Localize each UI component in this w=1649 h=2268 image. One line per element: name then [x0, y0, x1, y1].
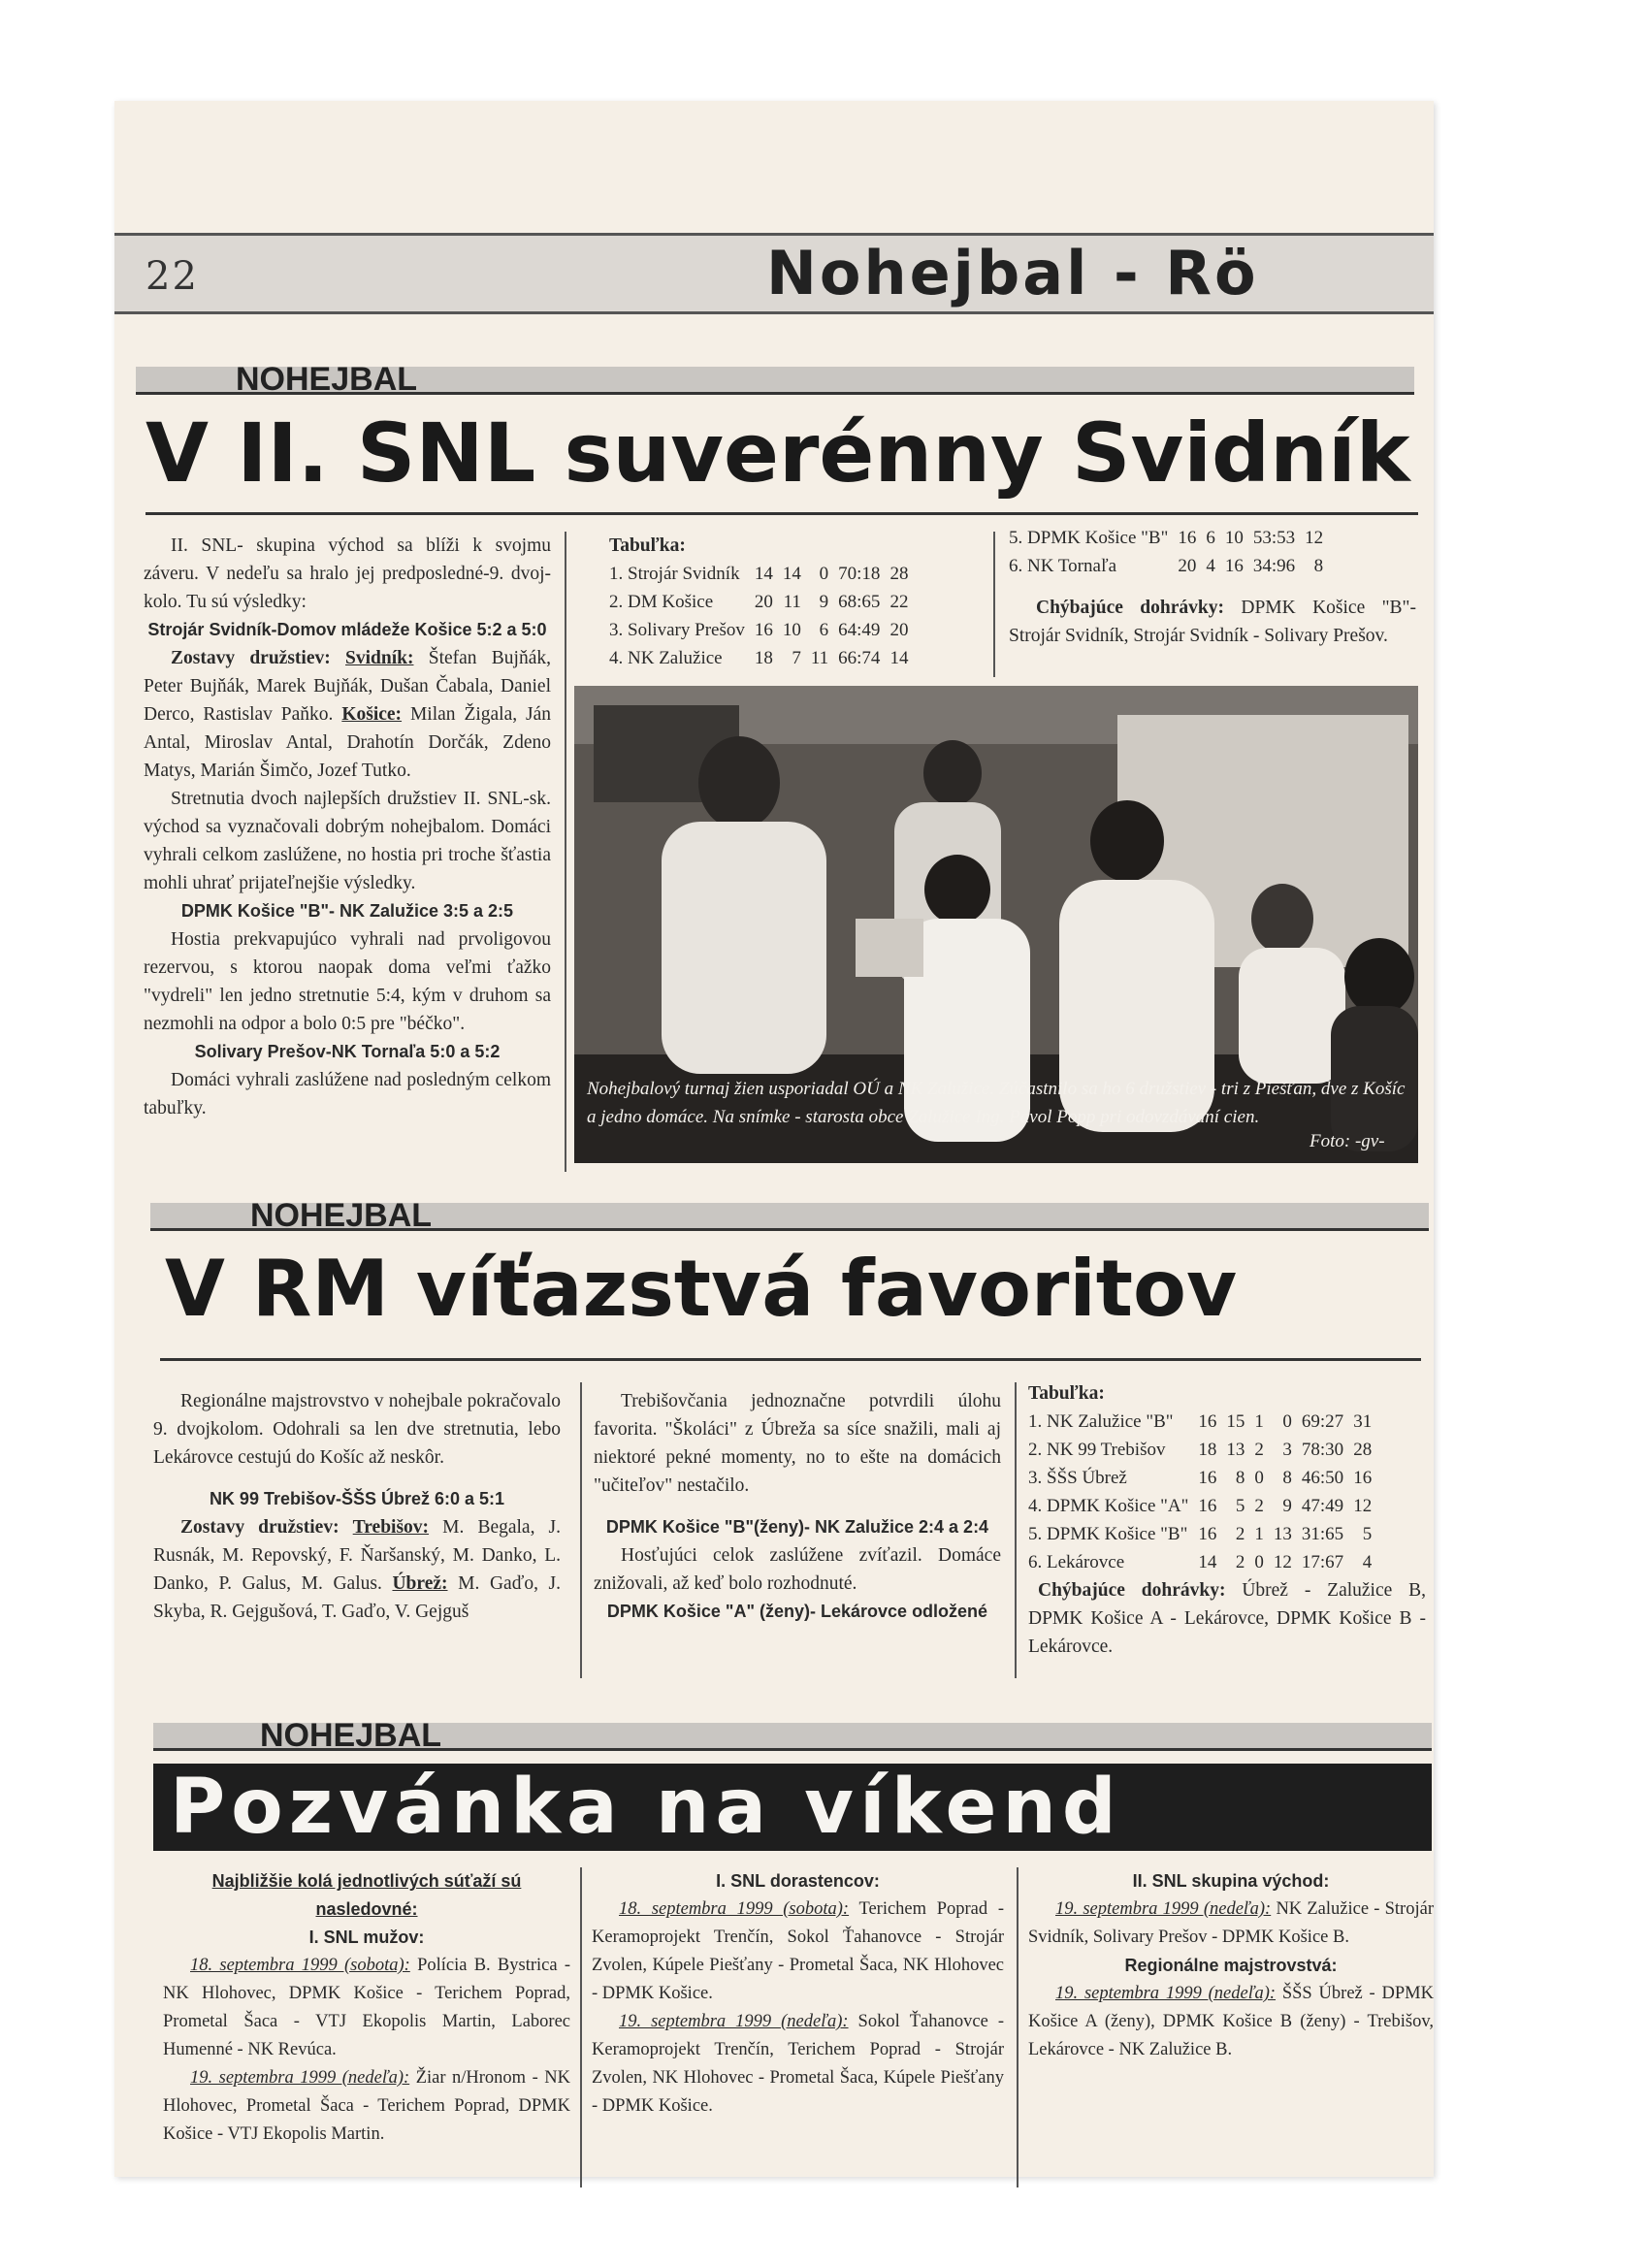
table-cell: 1 — [1254, 1524, 1264, 1544]
lineups — [153, 1513, 561, 1626]
team-players: Štefan Bujňák, Peter Bujňák, Marek Bujňák, Dušan Čabala, Daniel Derco, Rastislav Paňko. — [144, 648, 551, 725]
schedule-text: ŠŠS Úbrež - DPMK Košice A (ženy), DPMK Košice B (ženy) - Trebišov, Lekárovce - NK Zalužice B. — [1028, 1984, 1434, 2059]
missing-text: Úbrež - Zalužice B, DPMK Košice A - Lekárovce, DPMK Košice B - Lekárovce. — [1028, 1580, 1427, 1657]
table-cell: 31 — [1353, 1411, 1373, 1432]
table-cell: 3. Solivary Prešov — [609, 620, 745, 640]
table-row — [1028, 1464, 1381, 1492]
article2-table — [1028, 1379, 1426, 1661]
table-cell: 4 — [1362, 1552, 1373, 1572]
article2-column-2 — [594, 1387, 1001, 1626]
table-cell: 0 — [1282, 1411, 1292, 1432]
column-divider — [580, 1382, 582, 1678]
table-cell: 70:18 — [838, 564, 881, 584]
table-row — [1028, 1520, 1381, 1548]
lineups — [144, 644, 551, 785]
headline-rule — [146, 512, 1418, 515]
table-cell: 12 — [1353, 1496, 1373, 1516]
table-cell: 64:49 — [838, 620, 881, 640]
table-row — [1028, 1436, 1381, 1464]
table-cell: 0 — [1254, 1552, 1264, 1572]
table-cell: 15 — [1226, 1411, 1245, 1432]
table-cell: 4. NK Zalužice — [609, 648, 723, 668]
table-cell: 13 — [1226, 1440, 1245, 1460]
table-cell: 34:96 — [1252, 556, 1296, 576]
league-heading: I. SNL mužov: — [308, 1928, 425, 1947]
table-cell: 3. ŠŠS Úbrež — [1028, 1468, 1127, 1488]
standings-table — [609, 560, 918, 672]
table-cell: 12 — [1305, 528, 1324, 548]
table-row — [1009, 524, 1333, 552]
table-cell: 17:67 — [1301, 1552, 1344, 1572]
paragraph: Trebišovčania jednoznačne potvrdili úlohu favorita. "Školáci" z Úbreža sa síce snažili, mali aj niektoré pekné momenty, no to ešte na domácich "učiteľov" nestačilo. — [594, 1391, 1001, 1496]
table-cell: 20 — [754, 592, 773, 612]
table-cell: 18 — [754, 648, 773, 668]
table-cell: 8 — [1313, 556, 1324, 576]
missing-label: Chýbajúce dohrávky: — [1038, 1580, 1226, 1601]
table-row — [1028, 1408, 1381, 1436]
missing-label: Chýbajúce dohrávky: — [1036, 598, 1224, 618]
table-cell: 5. DPMK Košice "B" — [1028, 1524, 1188, 1544]
table-row — [1009, 552, 1333, 580]
schedule-date: 19. septembra 1999 (nedeľa): — [1055, 1984, 1277, 2003]
table-cell: 20 — [889, 620, 909, 640]
paragraph: Regionálne majstrovstvo v nohejbale pokračovalo 9. dvojkolom. Odohrali sa len dve stretnutia, lebo Lekárovce cestujú do Košíc až neskôr. — [153, 1391, 561, 1468]
table-cell: 6. Lekárovce — [1028, 1552, 1125, 1572]
column-divider — [1015, 1382, 1017, 1678]
schedule — [1028, 1895, 1434, 1952]
table-cell: 53:53 — [1252, 528, 1296, 548]
table-cell: 20 — [1178, 556, 1197, 576]
article-headline: Pozvánka na víkend — [170, 1764, 1122, 1851]
lineup-lead: Zostavy družstiev: — [171, 648, 331, 668]
table-cell: 22 — [889, 592, 909, 612]
column-divider — [1017, 1867, 1018, 2187]
team-players: M. Gaďo, J. Skyba, R. Gejgušová, T. Gaďo, V. Gejguš — [153, 1573, 562, 1622]
schedule-date: 18. septembra 1999 (sobota): — [619, 1899, 850, 1919]
table-cell: 10 — [1224, 528, 1244, 548]
schedule — [163, 2064, 570, 2149]
schedule-text: Terichem Poprad - Keramoprojekt Trenčín, Sokol Ťahanovce - Strojár Zvolen, Kúpele Piešťany - Prometal Šaca, NK Hlohovec - DPMK Košice. — [592, 1899, 1004, 2003]
missing-text: DPMK Košice "B"- Strojár Svidník, Strojár Svidník - Solivary Prešov. — [1009, 598, 1417, 646]
missing-matches — [1009, 594, 1416, 650]
column-divider — [580, 1867, 582, 2187]
table-cell: 2. DM Košice — [609, 592, 714, 612]
schedule — [163, 1952, 570, 2064]
schedule — [592, 1895, 1004, 2008]
table-cell: 11 — [783, 592, 801, 612]
standings-table — [1028, 1408, 1381, 1576]
table-cell: 5. DPMK Košice "B" — [1009, 528, 1169, 548]
table-cell: 5 — [1235, 1496, 1245, 1516]
team-name: Košice: — [341, 704, 403, 725]
table-cell: 16 — [1198, 1468, 1217, 1488]
missing-matches — [1028, 1576, 1426, 1661]
table-cell: 9 — [1282, 1496, 1292, 1516]
table-cell: 28 — [1353, 1440, 1373, 1460]
paragraph: Hostia prekvapujúco vyhrali nad prvoligovou rezervou, s ktorou naopak doma veľmi ťažko "vydreli" len jedno stretnutie 5:4, kým v druhom sa nezmohli na odpor a bolo 0:5 pre "béčko". — [144, 929, 551, 1034]
article-headline: V RM víťazstvá favoritov — [165, 1244, 1238, 1334]
table-cell: 47:49 — [1301, 1496, 1344, 1516]
table-row — [1028, 1492, 1381, 1520]
page-number: 22 — [146, 254, 199, 299]
schedule-date: 19. septembra 1999 (nedeľa): — [1055, 1899, 1272, 1919]
table-cell: 4. DPMK Košice "A" — [1028, 1496, 1189, 1516]
table-cell: 16 — [1198, 1411, 1217, 1432]
match-result: Solivary Prešov-NK Tornaľa 5:0 a 5:2 — [194, 1042, 501, 1061]
article1-table-2 — [1009, 524, 1416, 650]
section-title: Nohejbal - Rö — [766, 238, 1259, 308]
photo-caption: Nohejbalový turnaj žien usporiadal OÚ a NK Zalužice. Zúčastnilo sa ho 6 družstiev - tri z Piešťan, dve z Košíc a jedno domáce. Na snímke - starosta obce Zalužice Ing. Pavol Popp pri odovzdávaní cien. — [587, 1079, 1406, 1127]
article3-column-1 — [163, 1867, 570, 2149]
schedule-date: 18. septembra 1999 (sobota): — [190, 1956, 410, 1975]
table-cell: 18 — [1198, 1440, 1217, 1460]
table-cell: 0 — [819, 564, 829, 584]
schedule-date: 19. septembra 1999 (nedeľa): — [190, 2068, 410, 2088]
table-row — [609, 644, 918, 672]
table-cell: 0 — [1254, 1468, 1264, 1488]
table-row — [609, 560, 918, 588]
table-cell: 14 — [889, 648, 909, 668]
lineup-lead: Zostavy družstiev: — [180, 1517, 340, 1538]
article-headline: V II. SNL suverénny Svidník — [146, 405, 1410, 501]
table-cell: 14 — [782, 564, 801, 584]
table-cell: 16 — [1198, 1496, 1217, 1516]
paragraph: Domáci vyhrali zaslúžene nad posledným celkom tabuľky. — [144, 1070, 551, 1118]
intro: Najbližšie kolá jednotlivých súťaží sú nasledovné: — [211, 1871, 522, 1919]
table-cell: 6 — [819, 620, 829, 640]
match-result: Strojár Svidník-Domov mládeže Košice 5:2 a 5:0 — [147, 620, 547, 639]
league-heading: I. SNL dorastencov: — [716, 1871, 880, 1891]
table-cell: 16 — [1353, 1468, 1373, 1488]
schedule-date: 19. septembra 1999 (nedeľa): — [619, 2012, 849, 2031]
column-divider — [565, 532, 566, 1172]
table-cell: 1. Strojár Svidník — [609, 564, 740, 584]
article1-column-1 — [144, 532, 551, 1122]
paragraph: II. SNL- skupina východ sa blíži k svojmu záveru. V nedeľu sa hralo jej predposledné-9. dvoj-kolo. Tu sú výsledky: — [144, 535, 551, 612]
team-players: M. Begala, J. Rusnák, M. Repovský, F. Ňaršanský, M. Danko, L. Danko, P. Galus, M. Galus. — [153, 1517, 562, 1594]
article3-column-2 — [592, 1867, 1004, 2121]
column-divider — [993, 532, 995, 677]
table-cell: 14 — [754, 564, 773, 584]
match-result: DPMK Košice "B"- NK Zalužice 3:5 a 2:5 — [180, 901, 514, 921]
team-name: Svidník: — [345, 648, 414, 668]
table-cell: 16 — [1224, 556, 1244, 576]
schedule-text: Polícia B. Bystrica - NK Hlohovec, DPMK Košice - Terichem Poprad, Prometal Šaca - VTJ Ekopolis Martin, Laborec Humenné - NK Revúca. — [163, 1956, 570, 2059]
table-label: Tabuľka: — [609, 535, 686, 556]
table-cell: 28 — [889, 564, 909, 584]
team-name: Trebišov: — [352, 1517, 430, 1538]
schedule — [592, 2008, 1004, 2121]
paragraph: Hosťujúci celok zaslúžene zvíťazil. Domáce znižovali, až keď bolo rozhodnuté. — [594, 1545, 1001, 1594]
match-result: NK 99 Trebišov-ŠŠS Úbrež 6:0 a 5:1 — [209, 1489, 505, 1508]
table-cell: 7 — [792, 648, 801, 668]
table-cell: 8 — [1282, 1468, 1292, 1488]
league-heading: Regionálne majstrovstvá: — [1124, 1956, 1338, 1975]
table-row — [609, 616, 918, 644]
table-cell: 2 — [1254, 1440, 1264, 1460]
table-cell: 16 — [754, 620, 773, 640]
table-cell: 1. NK Zalužice "B" — [1028, 1411, 1174, 1432]
schedule-text: NK Zalužice - Strojár Svidník, Solivary Prešov - DPMK Košice B. — [1028, 1899, 1434, 1947]
kicker-label: NOHEJBAL — [260, 1717, 442, 1754]
table-cell: 2 — [1235, 1552, 1245, 1572]
table-cell: 2. NK 99 Trebišov — [1028, 1440, 1166, 1460]
article2-column-1 — [153, 1387, 561, 1626]
table-cell: 12 — [1273, 1552, 1292, 1572]
paragraph: Stretnutia dvoch najlepších družstiev II. SNL-sk. východ sa vyznačovali dobrým nohejbalom. Domáci vyhrali celkom zaslúžene, no hostia pri troche šťastia mohli uhrať prijateľnejšie výsledky. — [144, 789, 551, 893]
table-cell: 16 — [1178, 528, 1197, 548]
table-cell: 46:50 — [1301, 1468, 1344, 1488]
table-cell: 13 — [1273, 1524, 1292, 1544]
photo-credit: Foto: -gv- — [1310, 1131, 1385, 1151]
table-cell: 11 — [810, 648, 829, 668]
schedule-text: Žiar n/Hronom - NK Hlohovec, Prometal Šaca - Terichem Poprad, DPMK Košice - VTJ Ekopolis Martin. — [163, 2068, 570, 2144]
schedule — [1028, 1980, 1434, 2064]
table-cell: 4 — [1206, 556, 1215, 576]
table-cell: 6 — [1206, 528, 1215, 548]
league-heading: II. SNL skupina východ: — [1132, 1871, 1330, 1891]
table-cell: 31:65 — [1301, 1524, 1344, 1544]
table-cell: 6. NK Tornaľa — [1009, 556, 1117, 576]
kicker-label: NOHEJBAL — [250, 1197, 433, 1234]
table-cell: 14 — [1198, 1552, 1217, 1572]
article1-table-1 — [609, 532, 978, 672]
table-cell: 9 — [819, 592, 829, 612]
table-row — [1028, 1548, 1381, 1576]
standings-table-continued — [1009, 524, 1333, 580]
table-label: Tabuľka: — [1028, 1383, 1105, 1404]
headline-rule — [160, 1358, 1421, 1361]
schedule-text: Sokol Ťahanovce - Keramoprojekt Trenčín, Terichem Poprad - Strojár Zvolen, NK Hlohovec - Prometal Šaca, Kúpele Piešťany - DPMK Košice. — [592, 2012, 1004, 2116]
match-result: DPMK Košice "A" (ženy)- Lekárovce odložené — [606, 1602, 988, 1621]
table-cell: 78:30 — [1301, 1440, 1344, 1460]
match-result: DPMK Košice "B"(ženy)- NK Zalužice 2:4 a 2:4 — [605, 1517, 989, 1537]
table-cell: 2 — [1235, 1524, 1245, 1544]
table-cell: 8 — [1235, 1468, 1245, 1488]
table-cell: 2 — [1254, 1496, 1264, 1516]
article3-column-3 — [1028, 1867, 1434, 2064]
table-cell: 3 — [1282, 1440, 1292, 1460]
table-cell: 1 — [1254, 1411, 1264, 1432]
table-cell: 69:27 — [1301, 1411, 1344, 1432]
table-cell: 5 — [1362, 1524, 1373, 1544]
table-cell: 10 — [782, 620, 801, 640]
team-name: Úbrež: — [392, 1573, 448, 1594]
team-players: Milan Žigala, Ján Antal, Miroslav Antal, Drahotín Dorčák, Zdeno Matys, Marián Šimčo, Jozef Tutko. — [144, 704, 552, 781]
table-cell: 68:65 — [838, 592, 881, 612]
table-cell: 16 — [1198, 1524, 1217, 1544]
table-cell: 66:74 — [838, 648, 881, 668]
table-row — [609, 588, 918, 616]
kicker-label: NOHEJBAL — [236, 361, 418, 398]
